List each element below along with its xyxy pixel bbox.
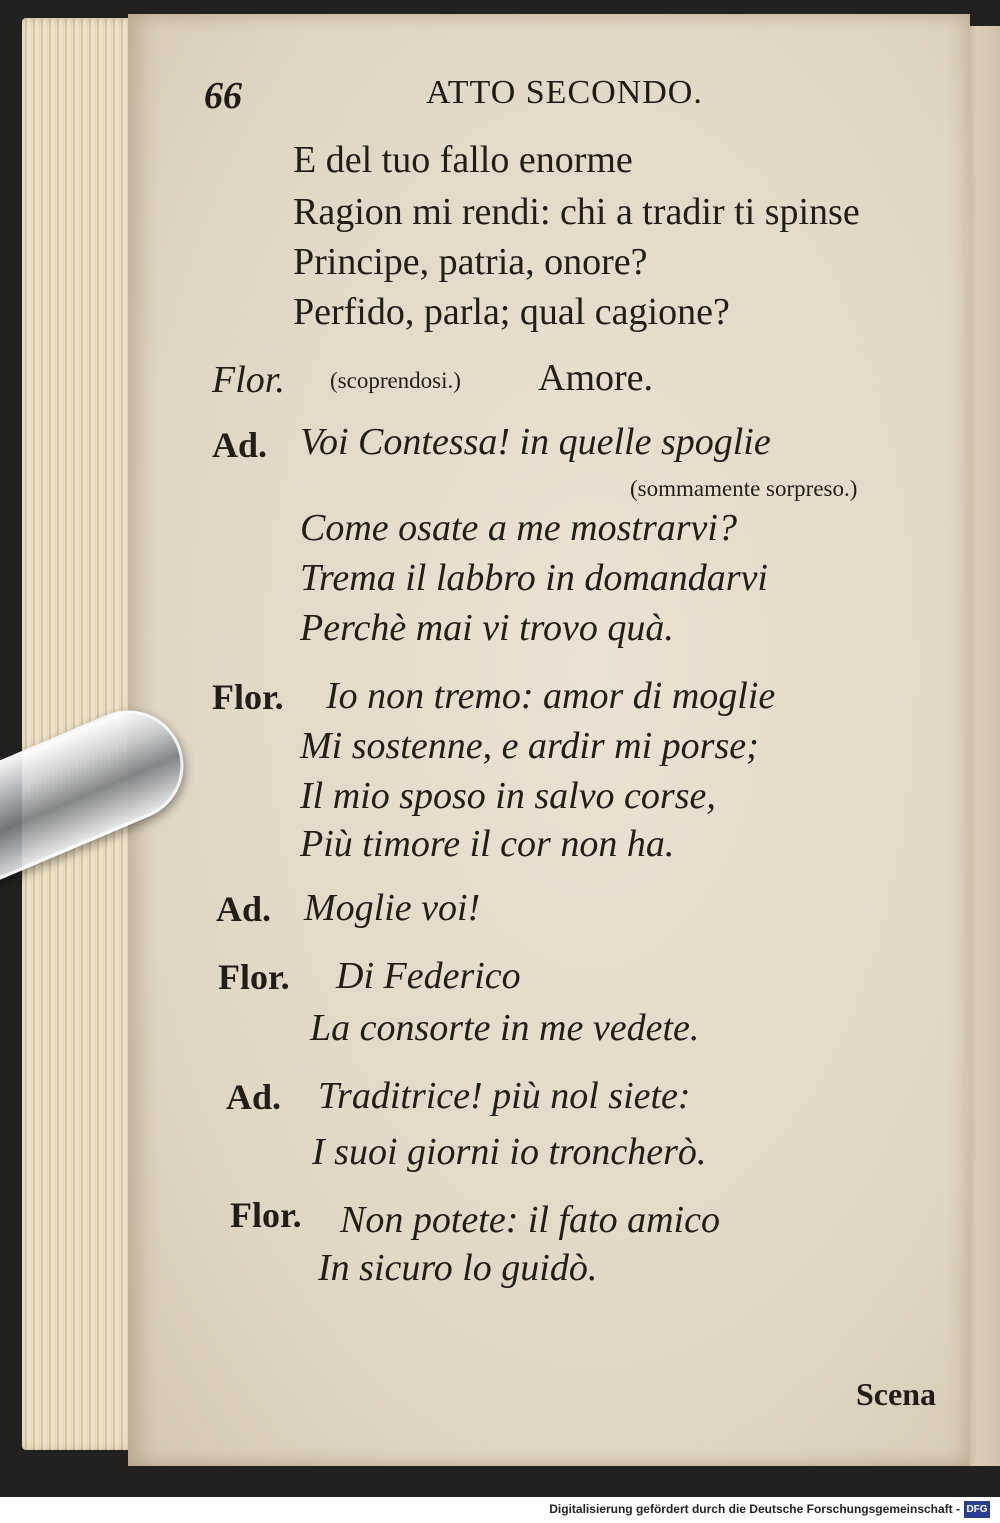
dialogue-line: Trema il labbro in domandarvi	[300, 557, 768, 599]
running-head: ATTO SECONDO.	[426, 74, 703, 111]
speaker-flor: Flor.	[212, 359, 285, 401]
dialogue-line: Come osate a me mostrarvi?	[300, 507, 737, 549]
dialogue-line: Non potete: il fato amico	[340, 1199, 720, 1241]
dialogue-line: Il mio sposo in salvo corse,	[300, 775, 716, 817]
dfg-logo-icon: DFG	[964, 1501, 990, 1518]
speaker-flor: Flor.	[218, 957, 290, 997]
verse-line-3: Principe, patria, onore?	[293, 241, 648, 283]
speaker-flor: Flor.	[212, 677, 284, 717]
dialogue-line: La consorte in me vedete.	[310, 1007, 700, 1049]
footer-credit: Digitalisierung gefördert durch die Deutsche Forschungsgemeinschaft -	[549, 1502, 960, 1516]
dialogue-line: Mi sostenne, e ardir mi porse;	[300, 725, 759, 767]
verse-line-2: Ragion mi rendi: chi a tradir ti spinse	[293, 191, 860, 233]
speaker-ad: Ad.	[212, 425, 268, 465]
dialogue-line: Voi Contessa! in quelle spoglie	[300, 421, 771, 463]
dialogue-line: Io non tremo: amor di moglie	[326, 675, 776, 717]
page-header	[0, 70, 1000, 120]
stage-direction: (sommamente sorpreso.)	[630, 476, 858, 501]
dialogue-line: Amore.	[538, 357, 654, 399]
dialogue-line: Perchè mai vi trovo quà.	[300, 607, 674, 649]
dialogue-line: In sicuro lo guidò.	[318, 1247, 598, 1289]
verse-line-4: Perfido, parla; qual cagione?	[293, 291, 730, 333]
dialogue-line: Più timore il cor non ha.	[300, 823, 675, 865]
speaker-ad: Ad.	[226, 1077, 282, 1117]
footer-bar	[0, 1497, 1000, 1523]
speaker-flor: Flor.	[230, 1195, 302, 1235]
page-number: 66	[204, 75, 242, 117]
dialogue-line: Di Federico	[336, 955, 521, 997]
dialogue-line: I suoi giorni io troncherò.	[312, 1131, 707, 1173]
catchword: Scena	[856, 1376, 936, 1412]
dialogue-line: Moglie voi!	[304, 887, 481, 929]
stage-direction: (scoprendosi.)	[330, 368, 461, 393]
speaker-ad: Ad.	[216, 889, 272, 929]
verse-line-1: E del tuo fallo enorme	[293, 139, 633, 181]
dialogue-line: Traditrice! più nol siete:	[318, 1075, 691, 1117]
